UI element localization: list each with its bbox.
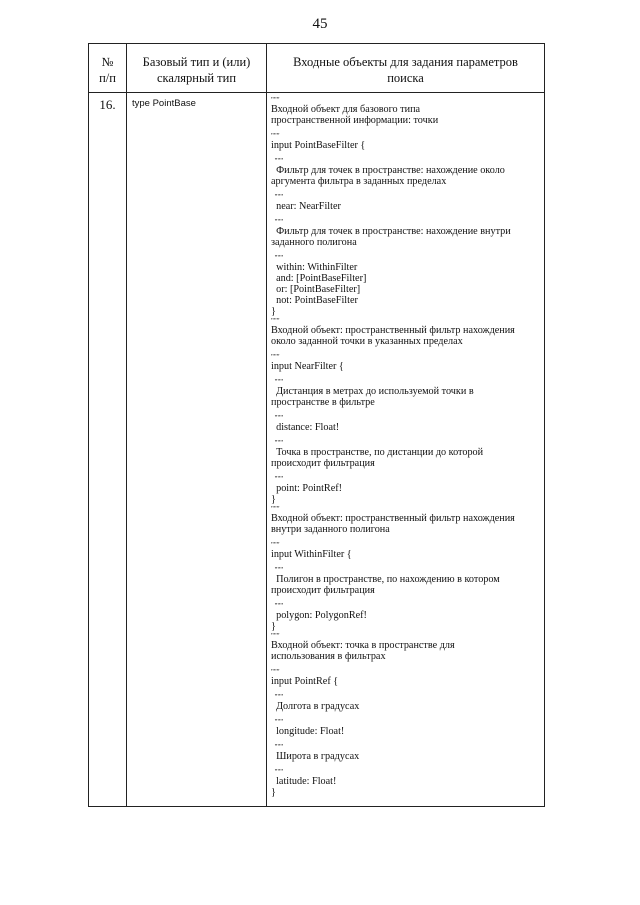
docstring-quote: """ <box>271 378 284 386</box>
docstring-quote: """ <box>271 439 284 447</box>
header-inputs-line-2: поиска <box>387 71 424 85</box>
schema-line: Дистанция в метрах до используемой точки в <box>271 386 474 397</box>
schema-line: input PointBaseFilter { <box>271 140 366 151</box>
schema-line: около заданной точки в указанных пределах <box>271 336 463 347</box>
docstring-quote: """ <box>271 693 284 701</box>
docstring-quote: """ <box>271 193 284 201</box>
schema-line: происходит фильтрация <box>271 585 375 596</box>
docstring-quote: """ <box>271 317 280 325</box>
schema-line: пространстве в фильтре <box>271 397 375 408</box>
schema-line: аргумента фильтра в заданных пределах <box>271 176 447 187</box>
docstring-quote: """ <box>271 218 284 226</box>
schema-line: } <box>271 494 276 505</box>
schema-line: polygon: PolygonRef! <box>271 610 367 621</box>
schema-table <box>88 43 545 807</box>
schema-line: пространственной информации: точки <box>271 115 439 126</box>
header-row <box>89 44 545 93</box>
docstring-quote: """ <box>271 668 280 676</box>
header-type-line-2: скалярный тип <box>156 71 237 85</box>
page-number: 45 <box>312 16 328 32</box>
header-inputs <box>267 44 545 93</box>
docstring-quote: """ <box>271 353 280 361</box>
docstring-quote: """ <box>271 632 280 640</box>
schema-line: использования в фильтрах <box>271 651 386 662</box>
header-type <box>127 44 267 93</box>
schema-line: Точка в пространстве, по дистанции до которой <box>271 447 484 458</box>
docstring-quote: """ <box>271 475 284 483</box>
docstring-quote: """ <box>271 768 284 776</box>
row-number: 16. <box>89 93 127 807</box>
docstring-quote: """ <box>271 718 284 726</box>
schema-line: longitude: Float! <box>271 726 345 737</box>
docstring-quote: """ <box>271 541 280 549</box>
docstring-quote: """ <box>271 602 284 610</box>
schema-line: заданного полигона <box>271 237 357 248</box>
docstring-quote: """ <box>271 157 284 165</box>
row-schema <box>267 93 545 807</box>
table-row <box>89 93 545 807</box>
schema-line: not: PointBaseFilter <box>271 295 358 306</box>
schema-line: Широта в градусах <box>271 751 360 762</box>
header-inputs-line-1: Входные объекты для задания параметров <box>293 55 518 69</box>
docstring-quote: """ <box>271 96 280 104</box>
schema-line: внутри заданного полигона <box>271 524 390 535</box>
schema-line: point: PointRef! <box>271 483 343 494</box>
schema-line: distance: Float! <box>271 422 340 433</box>
schema-line: latitude: Float! <box>271 776 337 787</box>
docstring-quote: """ <box>271 566 284 574</box>
docstring-quote: """ <box>271 414 284 422</box>
schema-line: Входной объект: пространственный фильтр нахождения <box>271 325 515 336</box>
schema-line: } <box>271 306 276 317</box>
schema-line: input PointRef { <box>271 676 339 687</box>
docstring-quote: """ <box>271 743 284 751</box>
docstring-quote: """ <box>271 254 284 262</box>
schema-line: near: NearFilter <box>271 201 341 212</box>
schema-line: Фильтр для точек в пространстве: нахождение внутри <box>271 226 511 237</box>
schema-line: Фильтр для точек в пространстве: нахождение около <box>271 165 505 176</box>
header-num <box>89 44 127 93</box>
header-num-line-1: № <box>101 55 114 69</box>
schema-line: and: [PointBaseFilter] <box>271 273 367 284</box>
schema-line: происходит фильтрация <box>271 458 375 469</box>
schema-line: } <box>271 787 276 798</box>
schema-line: or: [PointBaseFilter] <box>271 284 361 295</box>
schema-line: Долгота в градусах <box>271 701 360 712</box>
schema-line: Входной объект: пространственный фильтр нахождения <box>271 513 515 524</box>
header-type-line-1: Базовый тип и (или) <box>142 55 251 69</box>
schema-line: Входной объект: точка в пространстве для <box>271 640 455 651</box>
schema-line: within: WithinFilter <box>271 262 358 273</box>
docstring-quote: """ <box>271 505 280 513</box>
schema-line: input NearFilter { <box>271 361 344 372</box>
docstring-quote: """ <box>271 132 280 140</box>
schema-line: input WithinFilter { <box>271 549 352 560</box>
schema-line: } <box>271 621 276 632</box>
header-num-line-2: п/п <box>99 71 116 85</box>
schema-line: Полигон в пространстве, по нахождению в котором <box>271 574 500 585</box>
schema-line: Входной объект для базового типа <box>271 104 421 115</box>
row-type: type PointBase <box>127 93 267 807</box>
